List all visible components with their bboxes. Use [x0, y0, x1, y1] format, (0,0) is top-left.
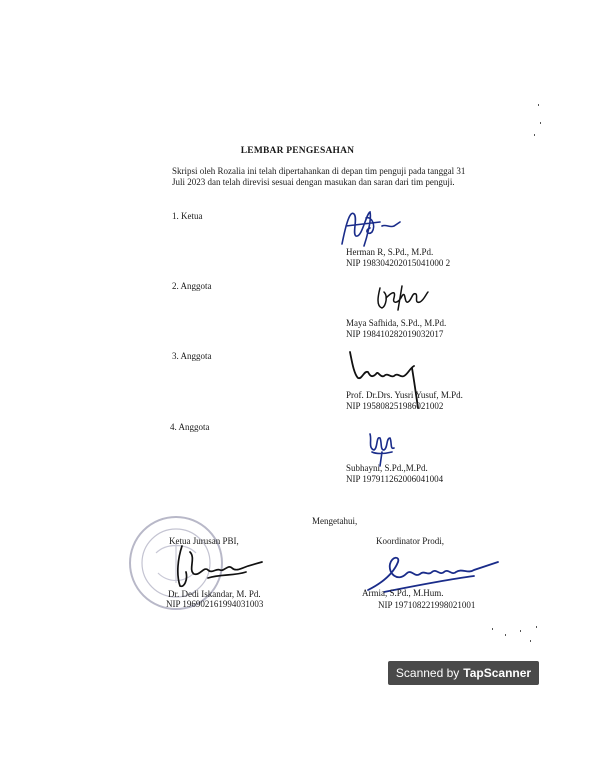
coordinator-name: Armia, S.Pd., M.Hum.	[362, 588, 444, 598]
intro-line-1: Skripsi oleh Rozalia ini telah dipertahankan di depan tim penguji pada tanggal 31	[172, 166, 466, 176]
examiner-2-signature	[372, 282, 438, 312]
scan-speck	[520, 630, 521, 632]
examiner-1-role: 1. Ketua	[172, 211, 203, 221]
examiner-4-signature	[364, 428, 400, 468]
intro-paragraph	[172, 166, 517, 188]
scan-speck	[505, 634, 506, 636]
head-of-department-name: Dr. Dedi Iskandar, M. Pd.	[168, 589, 261, 599]
head-of-department-title: Ketua Jurusan PBI,	[169, 536, 239, 546]
scan-speck	[540, 122, 541, 124]
examiner-3-name: Prof. Dr.Drs. Yusri Yusuf, M.Pd.	[346, 390, 463, 400]
examiner-2-nip: NIP 198410282019032017	[346, 329, 444, 339]
scan-speck	[538, 104, 539, 106]
head-of-department-signature	[168, 544, 272, 592]
scanner-watermark-badge	[388, 661, 539, 685]
examiner-2-role: 2. Anggota	[172, 281, 212, 291]
examiner-4-role: 4. Anggota	[170, 422, 210, 432]
examiner-1-name: Herman R, S.Pd., M.Pd.	[346, 247, 434, 257]
examiner-1-signature	[336, 204, 408, 250]
intro-line-2: Juli 2023 dan telah direvisi sesuai dengan masukan dan saran dari tim penguji.	[172, 177, 455, 187]
scan-speck	[492, 628, 493, 630]
scanner-badge-brand: TapScanner	[463, 666, 532, 680]
examiner-4-name: Subhayni, S.Pd.,M.Pd.	[346, 463, 428, 473]
page-title: LEMBAR PENGESAHAN	[240, 146, 355, 156]
scan-speck	[536, 626, 537, 628]
head-of-department-nip: NIP 196902161994031003	[166, 599, 264, 609]
examiner-3-nip: NIP 195808251986021002	[346, 401, 444, 411]
examiner-2-name: Maya Safhida, S.Pd., M.Pd.	[346, 318, 447, 328]
scan-speck	[530, 640, 531, 642]
examiner-1-nip: NIP 198304202015041000 2	[346, 258, 451, 268]
scanner-badge-prefix: Scanned by	[395, 666, 460, 680]
coordinator-title: Koordinator Prodi,	[376, 536, 444, 546]
scan-speck	[534, 134, 535, 136]
coordinator-nip: NIP 197108221998021001	[378, 600, 476, 610]
acknowledged-label: Mengetahui,	[312, 516, 358, 526]
examiner-3-role: 3. Anggota	[172, 351, 212, 361]
examiner-4-nip: NIP 197911262006041004	[346, 474, 444, 484]
